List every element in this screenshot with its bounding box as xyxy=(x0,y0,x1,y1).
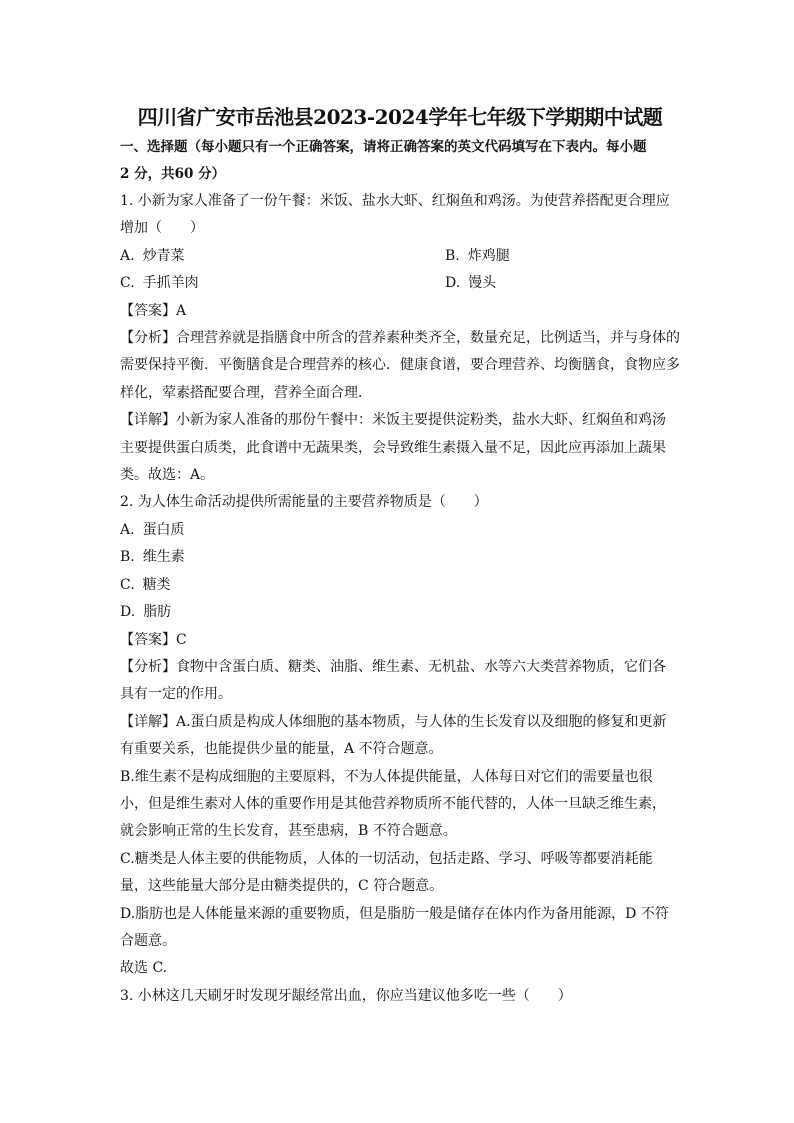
detail-line: C.糖类是人体主要的供能物质，人体的一切活动，包括走路、学习、呼吸等都要消耗能 xyxy=(120,850,653,867)
detail-line: 就会影响正常的生长发育，甚至患病，B 不符合题意。 xyxy=(120,823,457,840)
option-a: A. 蛋白质 xyxy=(120,521,185,538)
detail-line: 主要提供蛋白质类，此食谱中无蔬果类，会导致维生素摄入量不足，因此应再添加上蔬果 xyxy=(120,439,666,456)
question-3 xyxy=(120,983,680,1010)
detail-line: 合题意。 xyxy=(120,932,176,949)
section-heading-line1: 一、选择题（每小题只有一个正确答案，请将正确答案的英文代码填写在下表内。每小题 xyxy=(120,139,647,155)
question-2 xyxy=(120,489,680,982)
detail-line: 小，但是维生素对人体的重要作用是其他营养物质所不能代替的，人体一旦缺乏维生素， xyxy=(120,795,666,812)
option-c: C. 糖类 xyxy=(120,576,171,593)
detail-line: 故选 C. xyxy=(120,960,168,977)
detail-line: D.脂肪也是人体能量来源的重要物质，但是脂肪一般是储存在体内作为备用能源，D 不符 xyxy=(120,905,669,922)
option-d: D. 馒头 xyxy=(445,275,497,292)
detail-line: B.维生素不是构成细胞的主要原料，不为人体提供能量，人体每日对它们的需要量也很 xyxy=(120,768,653,785)
question-1 xyxy=(120,188,680,489)
question-stem: 3. 小林这几天刷牙时发现牙龈经常出血，你应当建议他多吃一些（ ） xyxy=(120,987,572,1004)
analysis-line: 【分析】食物中含蛋白质、糖类、油脂、维生素、无机盐、水等六大类营养物质，它们各 xyxy=(120,658,666,675)
detail-line: 类。故选：A。 xyxy=(120,467,215,484)
option-b: B. 炸鸡腿 xyxy=(445,247,510,264)
document-page xyxy=(120,100,680,1010)
detail-line: 有重要关系，也能提供少量的能量，A 不符合题意。 xyxy=(120,741,443,758)
section-heading-line2: 2 分，共60 分） xyxy=(120,166,226,182)
question-stem: 2. 为人体生命活动提供所需能量的主要营养物质是（ ） xyxy=(120,494,488,511)
option-d: D. 脂肪 xyxy=(120,604,172,621)
question-stem: 1. 小新为家人准备了一份午餐：米饭、盐水大虾、红焖鱼和鸡汤。为使营养搭配更合理应 xyxy=(120,193,670,209)
answer: 【答案】A xyxy=(120,302,187,319)
page-title: 四川省广安市岳池县2023-2024学年七年级下学期期中试题 xyxy=(137,105,663,129)
analysis-line: 具有一定的作用。 xyxy=(120,686,232,703)
question-stem: 增加（ ） xyxy=(120,220,204,237)
option-list xyxy=(120,243,680,298)
detail-line: 量，这些能量大部分是由糖类提供的，C 符合题意。 xyxy=(120,878,444,895)
detail-line: 【详解】A.蛋白质是构成人体细胞的基本物质，与人体的生长发育以及细胞的修复和更新 xyxy=(120,713,667,730)
option-a: A. 炒青菜 xyxy=(120,247,185,264)
answer: 【答案】C xyxy=(120,631,187,648)
analysis-line: 样化，荤素搭配要合理，营养全面合理． xyxy=(120,384,372,401)
detail-line: 【详解】小新为家人准备的那份午餐中：米饭主要提供淀粉类，盐水大虾、红焖鱼和鸡汤 xyxy=(120,412,666,429)
analysis-line: 【分析】合理营养就是指膳食中所含的营养素种类齐全，数量充足，比例适当，并与身体的 xyxy=(120,330,680,347)
option-c: C. 手抓羊肉 xyxy=(120,275,199,292)
analysis-line: 需要保持平衡．平衡膳食是合理营养的核心．健康食谱，要合理营养、均衡膳食，食物应多 xyxy=(120,357,680,374)
option-b: B. 维生素 xyxy=(120,549,185,566)
